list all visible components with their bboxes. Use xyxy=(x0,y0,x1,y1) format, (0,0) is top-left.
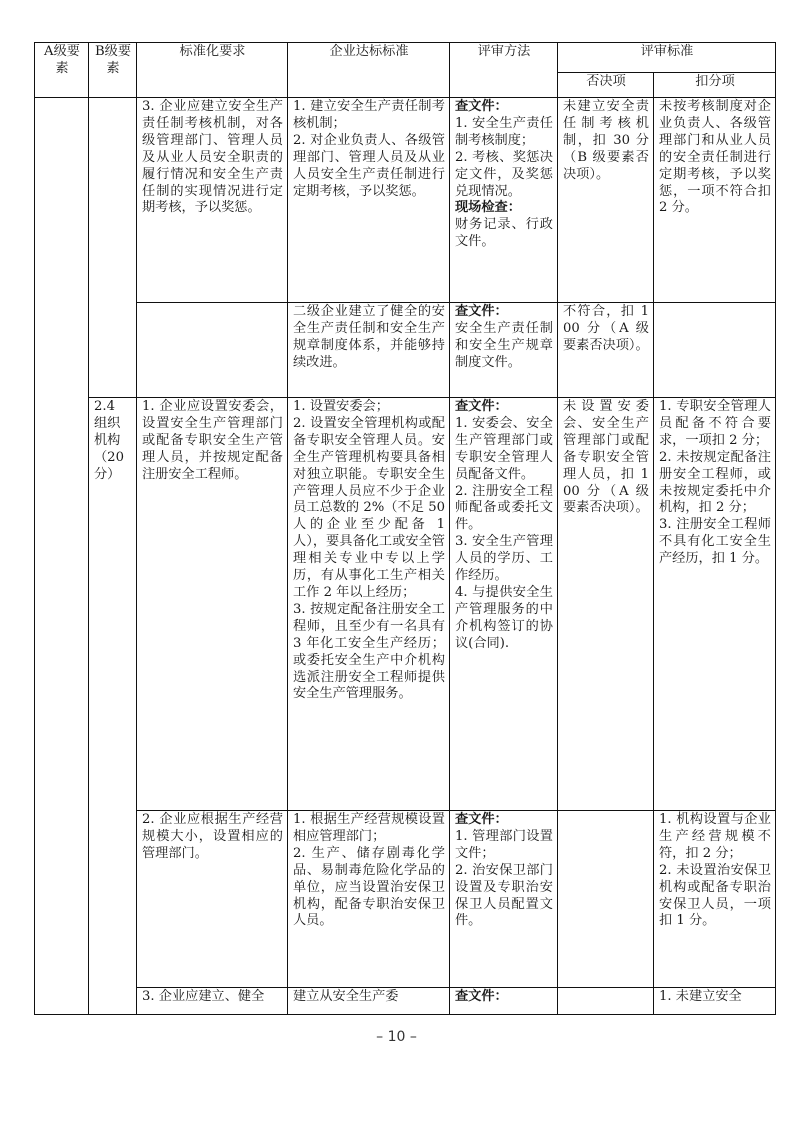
table-row xyxy=(35,988,776,1015)
header-requirement: 标准化要求 xyxy=(137,43,288,98)
page-number: – 10 – xyxy=(376,1029,417,1045)
table-row xyxy=(35,398,776,811)
standard-cell: 1. 建立安全生产责任制考核机制； 2. 对企业负责人、各级管理部门、管理人员及从业人员安全生产责任制进行定期考核，予以奖惩。 xyxy=(288,98,450,303)
veto-cell: 未建立安全责任制考核机制，扣 30 分（B 级要素否决项）。 xyxy=(558,98,654,303)
standard-cell: 建立从安全生产委 xyxy=(288,988,450,1015)
requirement-cell xyxy=(137,303,288,398)
requirement-cell: 3. 企业应建立、健全 xyxy=(137,988,288,1015)
deduction-cell: 1. 专职安全管理人员配备不符合要求，一项扣 2 分； 2. 未按规定配备注册安全工程师，或未按规定委托中介机构，扣 2 分； 3. 注册安全工程师不具有化工安全生产经历，扣 1 分。 xyxy=(654,398,776,811)
deduction-cell xyxy=(654,303,776,398)
header-deduction: 扣分项 xyxy=(654,73,776,98)
header-enterprise-standard: 企业达标标准 xyxy=(288,43,450,98)
standard-cell: 1. 根据生产经营规模设置相应管理部门； 2. 生产、储存剧毒化学品、易制毒危险化学品的单位，应当设置治安保卫机构，配备专职治安保卫人员。 xyxy=(288,811,450,988)
safety-standard-table xyxy=(34,42,776,1015)
method-cell: 查文件： 1. 安全生产责任制考核制度； 2. 考核、奖惩决定文件，及奖惩兑现情况。 现场检查： 财务记录、行政文件。 xyxy=(450,98,558,303)
b-level-cell xyxy=(89,98,137,398)
method-cell: 查文件： xyxy=(450,988,558,1015)
table-row xyxy=(35,98,776,303)
veto-cell xyxy=(558,988,654,1015)
b-level-cell-2-4: 2.4 组织 机构 （20 分） xyxy=(89,398,137,1015)
table-row xyxy=(35,811,776,988)
deduction-cell: 1. 未建立安全 xyxy=(654,988,776,1015)
veto-cell: 不符合，扣 100 分（A 级要素否决项）。 xyxy=(558,303,654,398)
requirement-cell: 1. 企业应设置安委会，设置安全生产管理部门或配备专职安全生产管理人员，并按规定配备注册安全工程师。 xyxy=(137,398,288,811)
deduction-cell: 1. 机构设置与企业生产经营规模不符，扣 2 分； 2. 未设置治安保卫机构或配备专职治安保卫人员，一项扣 1 分。 xyxy=(654,811,776,988)
method-cell: 查文件： 1. 管理部门设置文件； 2. 治安保卫部门设置及专职治安保卫人员配置文件。 xyxy=(450,811,558,988)
deduction-cell: 未按考核制度对企业负责人、各级管理部门和从业人员的安全责任制进行定期考核，予以奖惩，一项不符合扣 2 分。 xyxy=(654,98,776,303)
header-b-level: B级要素 xyxy=(89,43,137,98)
header-a-level: A级要素 xyxy=(35,43,89,98)
requirement-cell: 3. 企业应建立安全生产责任制考核机制，对各级管理部门、管理人员及从业人员安全职责的履行情况和安全生产责任制的实现情况进行定期考核，予以奖惩。 xyxy=(137,98,288,303)
method-cell: 查文件： 安全生产责任制和安全生产规章制度文件。 xyxy=(450,303,558,398)
standard-cell: 二级企业建立了健全的安全生产责任制和安全生产规章制度体系，并能够持续改进。 xyxy=(288,303,450,398)
a-level-cell xyxy=(35,98,89,1015)
header-veto: 否决项 xyxy=(558,73,654,98)
table-row xyxy=(35,303,776,398)
requirement-cell: 2. 企业应根据生产经营规模大小，设置相应的管理部门。 xyxy=(137,811,288,988)
standard-cell: 1. 设置安委会； 2. 设置安全管理机构或配备专职安全管理人员。安全生产管理机构要具备相对独立职能。专职安全生产管理人员应不少于企业员工总数的 2%（不足 50 人的企业至少配备 1 人），要具备化工或安全管理相关专业中专以上学历，有从事化工生产相关工作 2 年以上经历； 3. 按规定配备注册安全工程师，且至少有一名具有 3 年化工安全生产经历；或委托安全生产中介机构选派注册安全工程师提供安全生产管理服务。 xyxy=(288,398,450,811)
header-method: 评审方法 xyxy=(450,43,558,98)
method-cell: 查文件： 1. 安委会、安全生产管理部门或专职安全管理人员配备文件。 2. 注册安全工程师配备或委托文件。 3. 安全生产管理人员的学历、工作经历。 4. 与提供安全生产管理服务的中介机构签订的协议(合同). xyxy=(450,398,558,811)
veto-cell: 未设置安委会、安全生产管理部门或配备专职安全管理人员，扣 100 分（A 级要素否决项）。 xyxy=(558,398,654,811)
veto-cell xyxy=(558,811,654,988)
header-criteria: 评审标准 xyxy=(558,43,776,73)
